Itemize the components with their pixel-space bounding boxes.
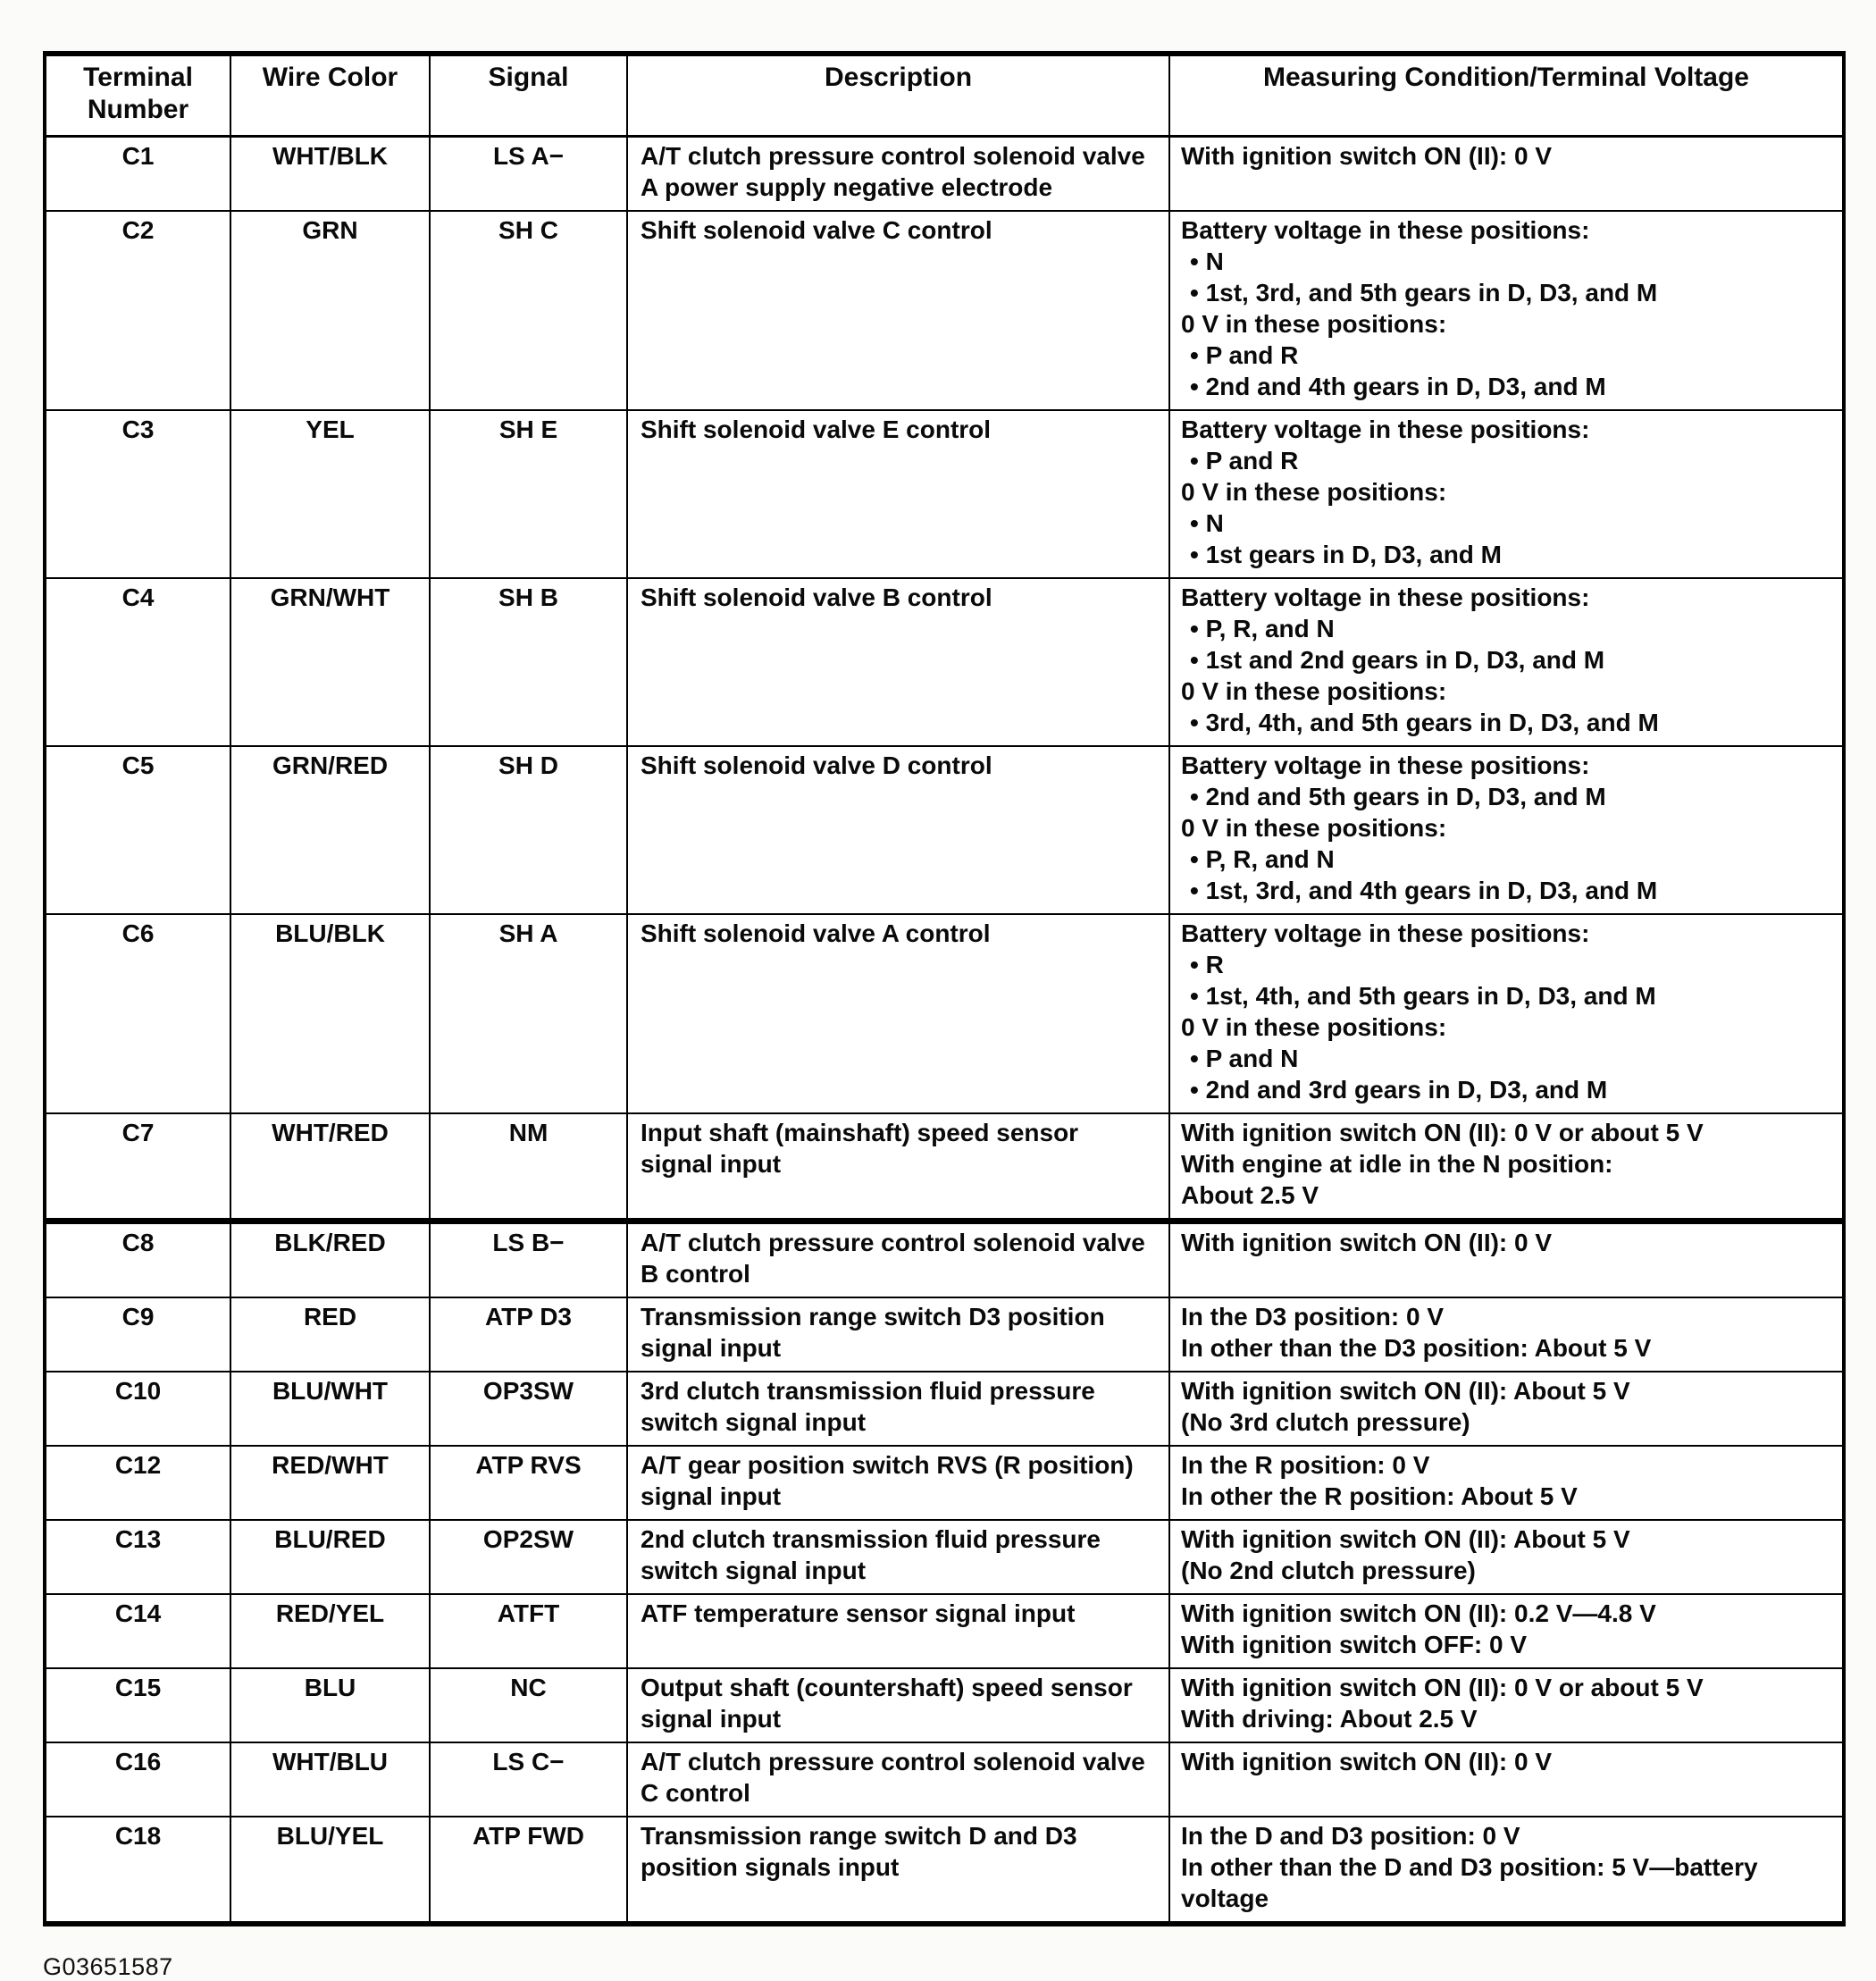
signal-cell: OP2SW (430, 1520, 627, 1594)
measuring-condition-cell (1169, 1520, 1844, 1594)
wire-color-cell: WHT/RED (230, 1113, 430, 1221)
measuring-condition-cell (1169, 410, 1844, 578)
measuring-condition-cell (1169, 1668, 1844, 1742)
wire-color-cell: RED (230, 1297, 430, 1372)
signal-cell: NC (430, 1668, 627, 1742)
condition-line: Battery voltage in these positions: (1181, 751, 1590, 779)
measuring-condition-cell (1169, 1221, 1844, 1298)
condition-line: 0 V in these positions: (1181, 814, 1447, 842)
condition-line: Battery voltage in these positions: (1181, 216, 1590, 244)
wire-color-cell: BLU/RED (230, 1520, 430, 1594)
table-row (45, 1594, 1844, 1668)
wire-color-cell: GRN (230, 211, 430, 410)
signal-cell: ATFT (430, 1594, 627, 1668)
condition-line: In the D and D3 position: 0 V (1181, 1822, 1520, 1850)
condition-line: • P, R, and N (1190, 615, 1335, 642)
condition-line: 0 V in these positions: (1181, 1013, 1447, 1041)
condition-line: 0 V in these positions: (1181, 478, 1447, 506)
description-cell: ATF temperature sensor signal input (627, 1594, 1169, 1668)
condition-line: • 2nd and 3rd gears in D, D3, and M (1190, 1076, 1608, 1104)
terminal-number-cell: C3 (45, 410, 230, 578)
signal-cell: OP3SW (430, 1372, 627, 1446)
condition-line: (No 3rd clutch pressure) (1181, 1408, 1470, 1436)
wire-color-cell: BLU (230, 1668, 430, 1742)
signal-cell: LS C− (430, 1742, 627, 1817)
wire-color-cell: BLU/BLK (230, 914, 430, 1113)
wire-color-cell: GRN/WHT (230, 578, 430, 746)
wire-color-cell: WHT/BLK (230, 137, 430, 212)
terminal-voltage-table (43, 51, 1846, 1926)
terminal-number-cell: C8 (45, 1221, 230, 1298)
terminal-number-cell: C14 (45, 1594, 230, 1668)
terminal-number-cell: C4 (45, 578, 230, 746)
signal-cell: SH A (430, 914, 627, 1113)
condition-line: • 1st, 3rd, and 4th gears in D, D3, and M (1190, 877, 1658, 904)
condition-line: • N (1190, 248, 1224, 275)
terminal-number-cell: C1 (45, 137, 230, 212)
wire-color-cell: BLU/YEL (230, 1817, 430, 1924)
condition-line: • 2nd and 4th gears in D, D3, and M (1190, 373, 1606, 400)
terminal-number-cell: C9 (45, 1297, 230, 1372)
condition-line: With ignition switch ON (II): 0 V (1181, 142, 1553, 170)
description-cell: Transmission range switch D and D3 position signals input (627, 1817, 1169, 1924)
condition-line: In the R position: 0 V (1181, 1451, 1430, 1479)
figure-id-label: G03651587 (43, 1953, 173, 1980)
table-row (45, 1297, 1844, 1372)
wire-color-cell: GRN/RED (230, 746, 430, 914)
table-row (45, 1817, 1844, 1924)
condition-line: About 2.5 V (1181, 1181, 1319, 1209)
condition-line: • P and R (1190, 341, 1299, 369)
table-row (45, 1221, 1844, 1298)
terminal-number-cell: C12 (45, 1446, 230, 1520)
measuring-condition-cell (1169, 1372, 1844, 1446)
description-cell: A/T gear position switch RVS (R position) signal input (627, 1446, 1169, 1520)
condition-line: With ignition switch ON (II): 0 V (1181, 1748, 1553, 1775)
condition-line: • 2nd and 5th gears in D, D3, and M (1190, 783, 1606, 810)
condition-line: Battery voltage in these positions: (1181, 583, 1590, 611)
condition-line: With ignition switch ON (II): About 5 V (1181, 1525, 1630, 1553)
condition-line: In other the R position: About 5 V (1181, 1482, 1578, 1510)
description-cell: Output shaft (countershaft) speed sensor signal input (627, 1668, 1169, 1742)
condition-line: With ignition switch ON (II): 0 V or about 5 V (1181, 1119, 1704, 1146)
condition-line: Battery voltage in these positions: (1181, 416, 1590, 443)
condition-line: With ignition switch ON (II): 0 V (1181, 1229, 1553, 1256)
col-header-terminal-number: Terminal Number (45, 54, 230, 137)
measuring-condition-cell (1169, 1594, 1844, 1668)
signal-cell: ATP FWD (430, 1817, 627, 1924)
signal-cell: SH C (430, 211, 627, 410)
condition-line: In the D3 position: 0 V (1181, 1303, 1445, 1330)
terminal-number-cell: C10 (45, 1372, 230, 1446)
measuring-condition-cell (1169, 137, 1844, 212)
table-row (45, 1668, 1844, 1742)
signal-cell: SH E (430, 410, 627, 578)
col-header-measuring-condition: Measuring Condition/Terminal Voltage (1169, 54, 1844, 137)
description-cell: A/T clutch pressure control solenoid valve A power supply negative electrode (627, 137, 1169, 212)
wire-color-cell: YEL (230, 410, 430, 578)
description-cell: A/T clutch pressure control solenoid valve B control (627, 1221, 1169, 1298)
description-cell: 3rd clutch transmission fluid pressure switch signal input (627, 1372, 1169, 1446)
condition-line: 0 V in these positions: (1181, 677, 1447, 705)
measuring-condition-cell (1169, 1446, 1844, 1520)
condition-line: • 1st and 2nd gears in D, D3, and M (1190, 646, 1605, 674)
measuring-condition-cell (1169, 1817, 1844, 1924)
description-cell: Shift solenoid valve A control (627, 914, 1169, 1113)
condition-line: • 3rd, 4th, and 5th gears in D, D3, and M (1190, 709, 1659, 736)
condition-line: • 1st, 3rd, and 5th gears in D, D3, and M (1190, 279, 1658, 306)
signal-cell: SH B (430, 578, 627, 746)
condition-line: 0 V in these positions: (1181, 310, 1447, 338)
table-row (45, 1742, 1844, 1817)
table-row (45, 1113, 1844, 1221)
condition-line: In other than the D3 position: About 5 V (1181, 1334, 1652, 1362)
condition-line: With engine at idle in the N position: (1181, 1150, 1613, 1178)
terminal-number-cell: C5 (45, 746, 230, 914)
wire-color-cell: BLK/RED (230, 1221, 430, 1298)
terminal-number-cell: C7 (45, 1113, 230, 1221)
terminal-number-cell: C2 (45, 211, 230, 410)
description-cell: Input shaft (mainshaft) speed sensor signal input (627, 1113, 1169, 1221)
description-cell: Shift solenoid valve D control (627, 746, 1169, 914)
signal-cell: SH D (430, 746, 627, 914)
signal-cell: ATP D3 (430, 1297, 627, 1372)
terminal-number-cell: C6 (45, 914, 230, 1113)
measuring-condition-cell (1169, 914, 1844, 1113)
condition-line: • P and N (1190, 1045, 1299, 1072)
condition-line: • 1st, 4th, and 5th gears in D, D3, and M (1190, 982, 1656, 1010)
table-row (45, 1520, 1844, 1594)
condition-line: (No 2nd clutch pressure) (1181, 1557, 1476, 1584)
wire-color-cell: RED/WHT (230, 1446, 430, 1520)
condition-line: With ignition switch ON (II): About 5 V (1181, 1377, 1630, 1405)
measuring-condition-cell (1169, 578, 1844, 746)
measuring-condition-cell (1169, 1297, 1844, 1372)
signal-cell: LS B− (430, 1221, 627, 1298)
terminal-number-cell: C16 (45, 1742, 230, 1817)
condition-line: • P and R (1190, 447, 1299, 474)
signal-cell: NM (430, 1113, 627, 1221)
measuring-condition-cell (1169, 1113, 1844, 1221)
table-row (45, 746, 1844, 914)
table-body (45, 137, 1844, 1925)
table-row (45, 1446, 1844, 1520)
table-row (45, 211, 1844, 410)
description-cell: A/T clutch pressure control solenoid valve C control (627, 1742, 1169, 1817)
condition-line: • 1st gears in D, D3, and M (1190, 541, 1503, 568)
terminal-number-cell: C18 (45, 1817, 230, 1924)
table-row (45, 914, 1844, 1113)
description-cell: Shift solenoid valve B control (627, 578, 1169, 746)
description-cell: Shift solenoid valve E control (627, 410, 1169, 578)
description-cell: 2nd clutch transmission fluid pressure switch signal input (627, 1520, 1169, 1594)
wire-color-cell: WHT/BLU (230, 1742, 430, 1817)
table-row (45, 1372, 1844, 1446)
wire-color-cell: RED/YEL (230, 1594, 430, 1668)
table-header (45, 54, 1844, 137)
wire-color-cell: BLU/WHT (230, 1372, 430, 1446)
condition-line: • R (1190, 951, 1224, 978)
condition-line: Battery voltage in these positions: (1181, 919, 1590, 947)
signal-cell: LS A− (430, 137, 627, 212)
header-row (45, 54, 1844, 137)
table-row (45, 578, 1844, 746)
terminal-number-cell: C15 (45, 1668, 230, 1742)
condition-line: With ignition switch ON (II): 0 V or about 5 V (1181, 1674, 1704, 1701)
table-row (45, 137, 1844, 212)
measuring-condition-cell (1169, 1742, 1844, 1817)
condition-line: With ignition switch ON (II): 0.2 V—4.8 V (1181, 1599, 1656, 1627)
condition-line: With driving: About 2.5 V (1181, 1705, 1478, 1733)
condition-line: • P, R, and N (1190, 845, 1335, 873)
condition-line: In other than the D and D3 position: 5 V—battery voltage (1181, 1853, 1758, 1912)
terminal-number-cell: C13 (45, 1520, 230, 1594)
col-header-signal: Signal (430, 54, 627, 137)
measuring-condition-cell (1169, 211, 1844, 410)
col-header-wire-color: Wire Color (230, 54, 430, 137)
signal-cell: ATP RVS (430, 1446, 627, 1520)
condition-line: With ignition switch OFF: 0 V (1181, 1631, 1528, 1658)
description-cell: Transmission range switch D3 position signal input (627, 1297, 1169, 1372)
col-header-description: Description (627, 54, 1169, 137)
condition-line: • N (1190, 509, 1224, 537)
measuring-condition-cell (1169, 746, 1844, 914)
table-row (45, 410, 1844, 578)
description-cell: Shift solenoid valve C control (627, 211, 1169, 410)
